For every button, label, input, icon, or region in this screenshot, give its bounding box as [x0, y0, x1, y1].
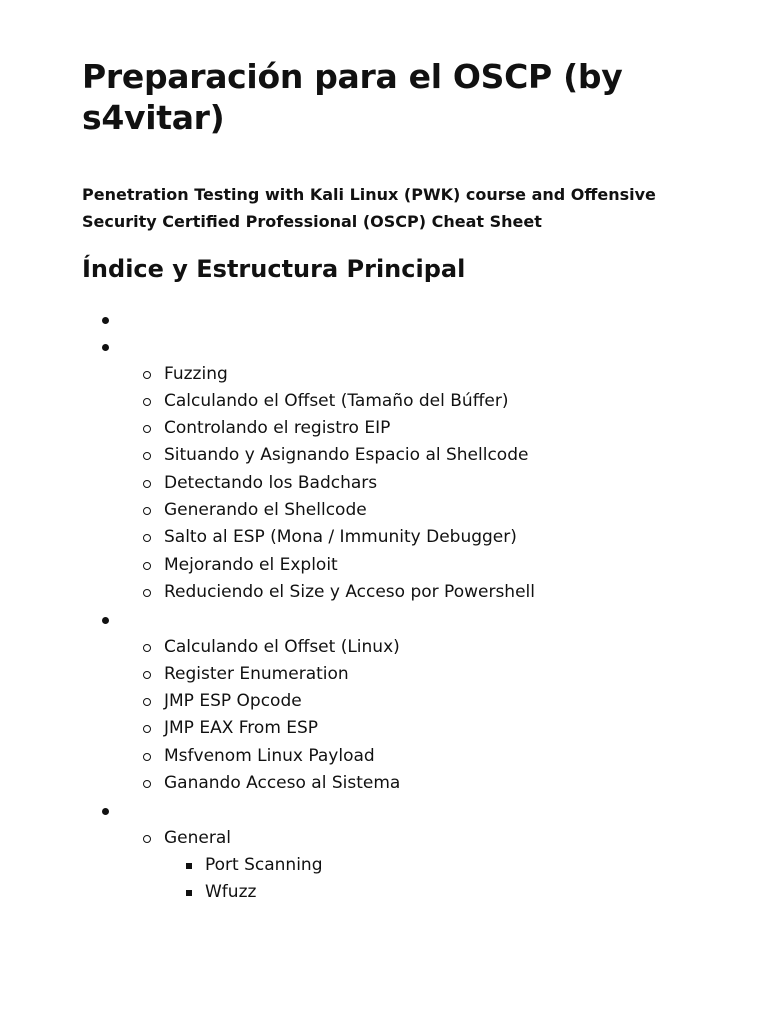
- circle-bullet-icon: [143, 425, 151, 433]
- toc-item-label[interactable]: Situando y Asignando Espacio al Shellcode: [164, 445, 529, 466]
- toc-item-label[interactable]: Register Enumeration: [164, 663, 349, 684]
- toc-item[interactable]: [82, 688, 722, 715]
- toc-subitem-label[interactable]: Port Scanning: [205, 854, 323, 875]
- toc-item-label[interactable]: Mejorando el Exploit: [164, 554, 338, 575]
- toc-heading: Índice y Estructura Principal: [82, 255, 466, 283]
- toc-item[interactable]: [82, 715, 722, 742]
- toc-item-label[interactable]: Calculando el Offset (Tamaño del Búffer): [164, 390, 509, 411]
- toc-item[interactable]: [82, 415, 722, 442]
- toc-subitem[interactable]: [82, 852, 722, 879]
- toc-item-label[interactable]: Generando el Shellcode: [164, 500, 367, 521]
- toc-item-label[interactable]: JMP ESP Opcode: [164, 691, 302, 712]
- toc-subitem[interactable]: [82, 879, 722, 906]
- toc-item[interactable]: [82, 579, 722, 606]
- circle-bullet-icon: [143, 780, 151, 788]
- toc-item-label[interactable]: Controlando el registro EIP: [164, 418, 391, 439]
- circle-bullet-icon: [143, 644, 151, 652]
- toc-item-label[interactable]: Calculando el Offset (Linux): [164, 636, 400, 657]
- toc-item[interactable]: [82, 388, 722, 415]
- circle-bullet-icon: [143, 507, 151, 515]
- toc-item-label[interactable]: General: [164, 827, 231, 848]
- toc-section-1[interactable]: [82, 306, 722, 333]
- toc-item[interactable]: [82, 497, 722, 524]
- disc-bullet-icon: [102, 317, 109, 324]
- toc-subitem-label[interactable]: Wfuzz: [205, 882, 257, 903]
- toc-item[interactable]: [82, 442, 722, 469]
- toc-item-label[interactable]: Reduciendo el Size y Acceso por Powershell: [164, 581, 535, 602]
- circle-bullet-icon: [143, 371, 151, 379]
- toc-item[interactable]: [82, 770, 722, 797]
- circle-bullet-icon: [143, 562, 151, 570]
- disc-bullet-icon: [102, 617, 109, 624]
- toc-item[interactable]: [82, 661, 722, 688]
- page-subtitle: Penetration Testing with Kali Linux (PWK) course and Offensive Security Certified Professional (OSCP) Cheat Sheet: [82, 185, 656, 231]
- circle-bullet-icon: [143, 835, 151, 843]
- toc-item-label[interactable]: Salto al ESP (Mona / Immunity Debugger): [164, 527, 517, 548]
- circle-bullet-icon: [143, 671, 151, 679]
- circle-bullet-icon: [143, 452, 151, 460]
- toc-section-2[interactable]: [82, 333, 722, 360]
- toc-item-label[interactable]: Detectando los Badchars: [164, 472, 378, 493]
- circle-bullet-icon: [143, 725, 151, 733]
- toc-item[interactable]: [82, 361, 722, 388]
- circle-bullet-icon: [143, 480, 151, 488]
- toc-item-label[interactable]: Msfvenom Linux Payload: [164, 745, 375, 766]
- circle-bullet-icon: [143, 398, 151, 406]
- page-title: Preparación para el OSCP (by s4vitar): [82, 57, 623, 137]
- circle-bullet-icon: [143, 534, 151, 542]
- toc-item[interactable]: [82, 552, 722, 579]
- toc-item-label[interactable]: JMP EAX From ESP: [164, 718, 319, 739]
- toc-section-3[interactable]: [82, 606, 722, 633]
- toc-item[interactable]: [82, 470, 722, 497]
- disc-bullet-icon: [102, 344, 109, 351]
- circle-bullet-icon: [143, 589, 151, 597]
- table-of-contents: [82, 306, 722, 907]
- circle-bullet-icon: [143, 753, 151, 761]
- toc-item[interactable]: [82, 825, 722, 852]
- circle-bullet-icon: [143, 698, 151, 706]
- toc-item-label[interactable]: Ganando Acceso al Sistema: [164, 773, 401, 794]
- toc-item[interactable]: [82, 743, 722, 770]
- square-bullet-icon: [186, 890, 192, 896]
- disc-bullet-icon: [102, 808, 109, 815]
- toc-section-4[interactable]: [82, 797, 722, 824]
- square-bullet-icon: [186, 863, 192, 869]
- toc-item[interactable]: [82, 634, 722, 661]
- toc-item[interactable]: [82, 524, 722, 551]
- toc-item-label[interactable]: Fuzzing: [164, 363, 228, 384]
